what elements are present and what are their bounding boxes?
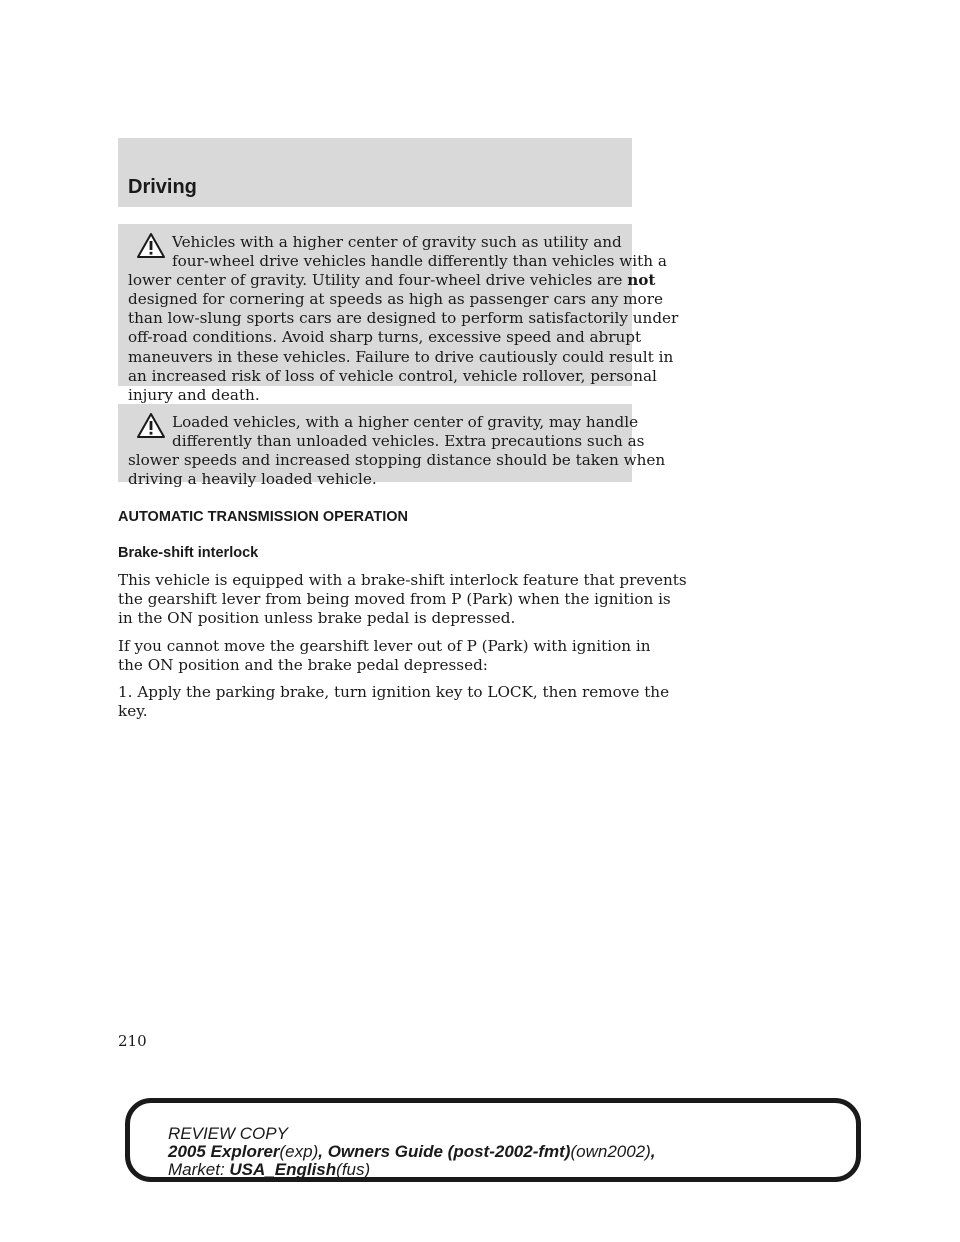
warning-text-line: lower center of gravity. Utility and four-wheel drive vehicles are not: [128, 271, 656, 290]
warning-text-line: an increased risk of loss of vehicle control, vehicle rollover, personal: [128, 366, 657, 385]
warning-triangle-icon: [136, 412, 166, 439]
section-title: Driving: [128, 176, 197, 198]
document-info-line: 2005 Explorer(exp), Owners Guide (post-2002-fmt)(own2002),: [168, 1142, 656, 1161]
warning-triangle-icon: [136, 232, 166, 259]
review-copy-box: [125, 1098, 861, 1182]
section-header: [118, 138, 632, 207]
emphasis-not: not: [627, 271, 656, 290]
warning-text-line: driving a heavily loaded vehicle.: [128, 470, 377, 489]
body-paragraph: If you cannot move the gearshift lever out of P (Park) with ignition in the ON position and the brake pedal depressed:: [118, 637, 651, 675]
warning-box: [118, 224, 679, 404]
warning-text-line: Loaded vehicles, with a higher center of gravity, may handle: [172, 413, 639, 431]
review-copy-text: [168, 1125, 656, 1179]
warning-text-line: Vehicles with a higher center of gravity such as utility and: [172, 233, 622, 251]
page-number: 210: [118, 1032, 147, 1050]
section-heading: AUTOMATIC TRANSMISSION OPERATION: [118, 509, 408, 525]
warning-box: [118, 404, 666, 489]
warning-text-line: off-road conditions. Avoid sharp turns, excessive speed and abrupt: [128, 328, 642, 347]
warning-text-line: slower speeds and increased stopping distance should be taken when: [128, 451, 666, 470]
subheading: Brake-shift interlock: [118, 545, 259, 561]
warning-text-line: designed for cornering at speeds as high as passenger cars any more: [128, 290, 663, 309]
warning-text-line: than low-slung sports cars are designed to perform satisfactorily under: [128, 309, 679, 328]
warning-text-line: four-wheel drive vehicles handle differently than vehicles with a: [172, 252, 667, 271]
market-line: Market: USA_English(fus): [168, 1160, 371, 1179]
warning-text-line: maneuvers in these vehicles. Failure to drive cautiously could result in: [128, 347, 674, 366]
warning-text-line: differently than unloaded vehicles. Extra precautions such as: [172, 432, 645, 451]
body-paragraph: 1. Apply the parking brake, turn ignition key to LOCK, then remove the key.: [118, 683, 670, 721]
review-copy-label: REVIEW COPY: [168, 1124, 288, 1143]
body-paragraph: This vehicle is equipped with a brake-shift interlock feature that prevents the gearshift lever from being moved from P (Park) when the ignition is in the ON position unless brake pedal is depressed.: [118, 571, 687, 628]
warning-text-line: injury and death.: [128, 385, 260, 404]
